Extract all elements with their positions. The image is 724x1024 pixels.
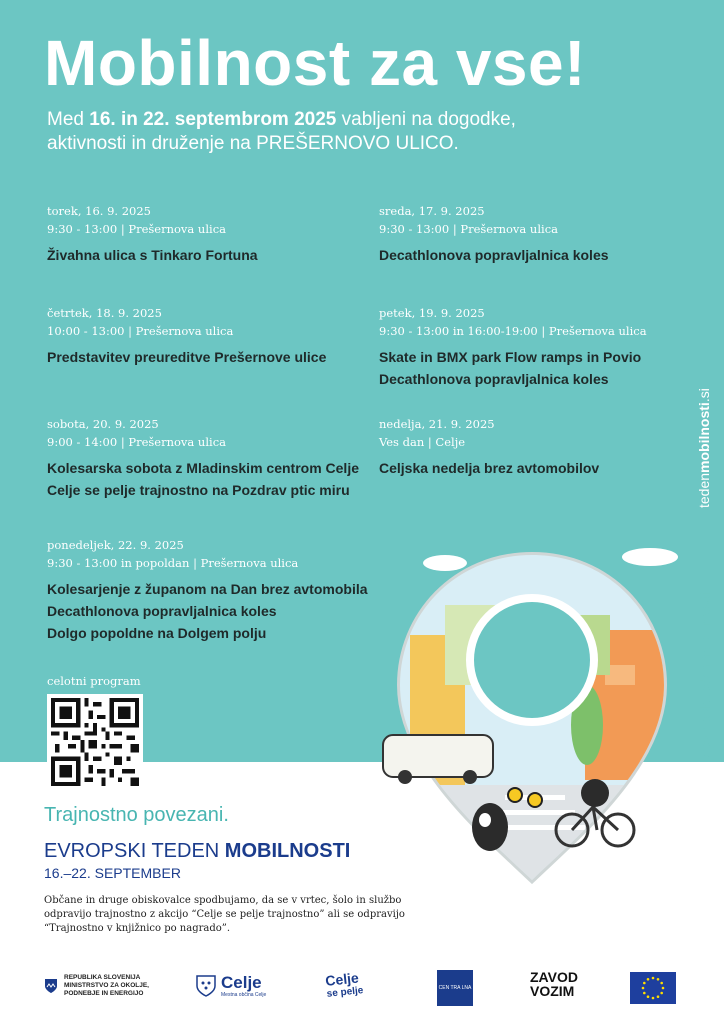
program-label: celotni program: [47, 674, 141, 688]
cloud-icon: [622, 548, 678, 566]
event-meta: Ves dan | Celje: [379, 435, 466, 449]
event-meta: 10:00 - 13:00 | Prešernova ulica: [47, 324, 234, 338]
intro-text: Med 16. in 22. septembrom 2025 vabljeni na dogodke, aktivnosti in druženje na PREŠERNOVO ULICO.: [47, 109, 516, 154]
partner-logos: [0, 966, 724, 1016]
event-saturday: [47, 415, 359, 501]
event-title: Kolesarska sobota z Mladinskim centrom Celje: [47, 460, 359, 476]
event-day: torek, 16. 9. 2025: [47, 204, 151, 218]
event-day: petek, 19. 9. 2025: [379, 306, 485, 320]
event-day: sobota, 20. 9. 2025: [47, 417, 159, 431]
slovenia-crest-icon: [44, 978, 58, 994]
event-thursday: [47, 304, 326, 368]
pin-hole: [470, 598, 594, 722]
event-title: Decathlonova popravljalnica koles: [47, 603, 277, 619]
hashtag-vertical-text: #evropskitedenmobilnosti: [697, 592, 713, 758]
program-qr-code[interactable]: [47, 694, 143, 790]
map-pin-illustration: [375, 545, 690, 885]
character-icon: [472, 803, 508, 851]
event-meta: 9:30 - 13:00 | Prešernova ulica: [379, 222, 558, 236]
campaign-text: Občane in druge obiskovalce spodbujamo, da se v vrtec, šolo in službo odpravijo trajnostno z akcijo “Celje se pelje trajnostno” ali se odpravijo “Trajnostno v knjižnico po nagrado”.: [44, 895, 405, 934]
qr-code-graphic: [51, 698, 139, 786]
event-title: Kolesarjenje z županom na Dan brez avtomobila: [47, 581, 368, 597]
event-meta: 9:30 - 13:00 in 16:00-19:00 | Prešernova ulica: [379, 324, 647, 338]
event-sunday: [379, 415, 599, 479]
event-wednesday: [379, 202, 609, 266]
bus-icon: [383, 735, 493, 777]
event-title: Dolgo popoldne na Dolgem polju: [47, 625, 267, 641]
celje-logo: Celje Mestna občina Celje: [196, 974, 266, 998]
event-title: Živahna ulica s Tinkaro Fortuna: [47, 247, 258, 263]
event-title: Decathlonova popravljalnica koles: [379, 247, 609, 263]
event-day: nedelja, 21. 9. 2025: [379, 417, 495, 431]
event-title: Skate in BMX park Flow ramps in Povio: [379, 349, 642, 365]
etm-dates: 16.–22. SEPTEMBER: [44, 865, 181, 881]
event-monday: [47, 536, 368, 644]
poster-title: Mobilnost za vse!: [44, 27, 586, 99]
scooter-icon: [508, 788, 522, 802]
eu-flag-icon: [630, 972, 676, 1004]
event-title: Celje se pelje trajnostno na Pozdrav ptic miru: [47, 482, 350, 498]
event-day: četrtek, 18. 9. 2025: [47, 306, 162, 320]
library-logo: CEN TRA LNA: [437, 970, 473, 1006]
event-day: sreda, 17. 9. 2025: [379, 204, 485, 218]
event-tuesday: [47, 202, 258, 266]
celje-se-pelje-logo: Celje se pelje: [324, 969, 364, 1000]
event-title: Celjska nedelja brez avtomobilov: [379, 460, 600, 476]
zavod-vozim-logo: ZAVOD VOZIM: [530, 969, 578, 999]
character-icon: [581, 779, 609, 807]
event-meta: 9:00 - 14:00 | Prešernova ulica: [47, 435, 226, 449]
event-title: Predstavitev preureditve Prešernove ulice: [47, 349, 327, 365]
event-meta: 9:30 - 13:00 | Prešernova ulica: [47, 222, 226, 236]
tagline: Trajnostno povezani.: [44, 804, 229, 826]
event-day: ponedeljek, 22. 9. 2025: [47, 538, 184, 552]
celje-crest-icon: [196, 975, 216, 997]
website-vertical-text: tedenmobilnosti.si: [696, 388, 712, 508]
ministry-logo: REPUBLIKA SLOVENIJA MINISTRSTVO ZA OKOLJE, PODNEBJE IN ENERGIJO: [44, 974, 149, 998]
event-friday: [379, 304, 647, 390]
etm-title: EVROPSKI TEDEN MOBILNOSTI: [44, 840, 351, 862]
event-meta: 9:30 - 13:00 in popoldan | Prešernova ulica: [47, 556, 299, 570]
cloud-icon: [423, 555, 467, 571]
event-title: Decathlonova popravljalnica koles: [379, 371, 609, 387]
